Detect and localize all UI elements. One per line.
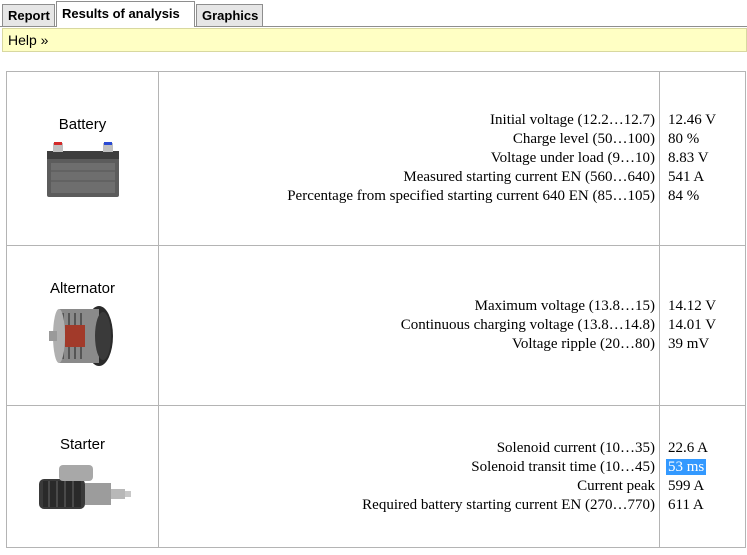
param-maximum-voltage: Maximum voltage (13.8…15) xyxy=(474,298,655,314)
starter-label: Starter xyxy=(59,436,105,453)
battery-label: Battery xyxy=(58,116,107,133)
value-required-battery-starting-current: 611 A xyxy=(668,496,704,513)
param-charge-level: Charge level (50…100) xyxy=(512,131,655,147)
battery-icon xyxy=(43,137,123,201)
alternator-values-cell xyxy=(660,246,746,406)
battery-component-cell xyxy=(7,72,159,246)
value-continuous-charging-voltage: 14.01 V xyxy=(668,317,717,333)
value-solenoid-current: 22.6 A xyxy=(668,439,709,456)
param-voltage-ripple: Voltage ripple (20…80) xyxy=(511,336,655,352)
value-maximum-voltage: 14.12 V xyxy=(668,298,717,314)
value-measured-starting-current: 541 A xyxy=(668,169,705,185)
param-continuous-charging-voltage: Continuous charging voltage (13.8…14.8) xyxy=(400,317,655,333)
help-link[interactable]: Help » xyxy=(2,28,747,52)
starter-component-cell xyxy=(7,406,159,548)
alternator-icon xyxy=(45,301,121,371)
starter-icon xyxy=(33,457,133,517)
starter-params-cell xyxy=(159,406,660,548)
tab-report[interactable]: Report xyxy=(2,4,55,26)
value-initial-voltage: 12.46 V xyxy=(668,112,717,128)
battery-row xyxy=(7,72,746,246)
param-percentage-starting-current: Percentage from specified starting current 640 EN (85…105) xyxy=(287,188,655,204)
param-solenoid-transit-time: Solenoid transit time (10…45) xyxy=(471,458,655,475)
value-voltage-ripple: 39 mV xyxy=(668,336,710,352)
alternator-component-cell xyxy=(7,246,159,406)
alternator-label: Alternator xyxy=(49,280,116,297)
results-table xyxy=(6,71,746,548)
value-percentage-starting-current: 84 % xyxy=(668,188,700,204)
param-initial-voltage: Initial voltage (12.2…12.7) xyxy=(490,112,655,128)
value-voltage-under-load: 8.83 V xyxy=(668,150,709,166)
param-current-peak: Current peak xyxy=(577,477,655,494)
value-solenoid-transit-time-row xyxy=(660,458,745,477)
tab-bar xyxy=(0,0,747,27)
battery-params-cell xyxy=(159,72,660,246)
battery-values-cell xyxy=(660,72,746,246)
alternator-row xyxy=(7,246,746,406)
param-required-battery-starting-current: Required battery starting current EN (270…770) xyxy=(362,496,655,513)
value-charge-level: 80 % xyxy=(668,131,700,147)
tab-results-of-analysis[interactable]: Results of analysis xyxy=(56,1,195,27)
starter-row xyxy=(7,406,746,548)
starter-values-cell xyxy=(660,406,746,548)
value-current-peak: 599 A xyxy=(668,477,705,494)
param-solenoid-current: Solenoid current (10…35) xyxy=(496,439,655,456)
value-solenoid-transit-time[interactable]: 53 ms xyxy=(668,458,705,475)
param-voltage-under-load: Voltage under load (9…10) xyxy=(490,150,655,166)
tab-graphics[interactable]: Graphics xyxy=(196,4,263,26)
param-measured-starting-current: Measured starting current EN (560…640) xyxy=(403,169,655,185)
alternator-params-cell xyxy=(159,246,660,406)
